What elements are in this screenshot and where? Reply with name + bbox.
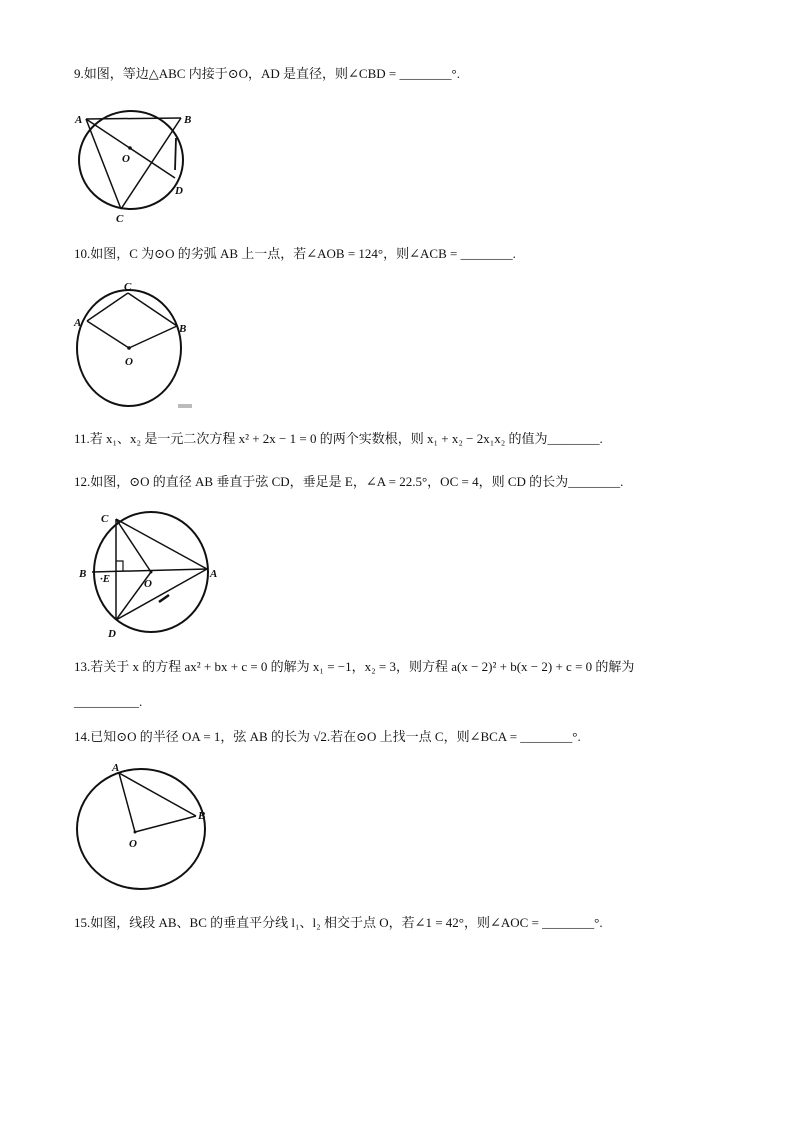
figure-12 xyxy=(76,505,224,643)
center-o xyxy=(128,146,132,150)
segment-bc xyxy=(121,118,181,209)
tick-mark xyxy=(159,595,169,602)
label-b: B xyxy=(184,114,192,126)
question-13-continuation: __________. xyxy=(74,694,143,709)
question-13: 13.若关于 x 的方程 ax² + bx + c = 0 的解为 x₁ = −1，x₂ = 3，则方程 a(x − 2)² + b(x − 2) + c = 0 的解为 xyxy=(74,659,635,674)
label-c: C xyxy=(101,513,109,525)
label-a: A xyxy=(74,317,82,329)
center-o xyxy=(127,346,131,350)
label-d: D xyxy=(175,185,183,197)
segment-ao xyxy=(119,773,135,832)
question-14: 14.已知⊙O 的半径 OA = 1，弦 AB 的长为 √2.若在⊙O 上找一点 C，则∠BCA = ________°. xyxy=(74,729,581,744)
label-b: B xyxy=(79,568,87,580)
segment-ab xyxy=(119,773,196,816)
segment-ca xyxy=(116,519,207,569)
question-12: 12.如图，⊙O 的直径 AB 垂直于弦 CD，垂足是 E，∠A = 22.5°，OC = 4，则 CD 的长为________. xyxy=(74,474,624,489)
segment-ac xyxy=(86,119,121,209)
label-a: A xyxy=(75,114,83,126)
circle-o xyxy=(77,769,205,889)
label-o: O xyxy=(129,838,137,850)
segment-cb xyxy=(128,293,177,326)
label-b: B xyxy=(198,810,206,822)
figure-9 xyxy=(72,108,202,228)
center-o xyxy=(134,831,137,834)
right-angle-mark xyxy=(116,561,123,571)
question-15: 15.如图，线段 AB、BC 的垂直平分线 l₁、l₂ 相交于点 O，若∠1 = 42°，则∠AOC = ________°. xyxy=(74,915,603,930)
center-o xyxy=(150,571,153,574)
figure-14 xyxy=(72,760,212,892)
scan-mark xyxy=(178,404,192,408)
segment-ob xyxy=(135,816,196,832)
label-d: D xyxy=(108,628,116,640)
segment-ao xyxy=(87,321,129,348)
label-o: O xyxy=(144,578,152,590)
label-o: O xyxy=(122,153,130,165)
segment-ab xyxy=(86,118,181,119)
label-b: B xyxy=(179,323,187,335)
question-9: 9.如图，等边△ABC 内接于⊙O，AD 是直径，则∠CBD = ________°. xyxy=(74,66,460,81)
label-c: C xyxy=(116,213,124,225)
label-o: O xyxy=(125,356,133,368)
question-11: 11.若 x₁、x₂ 是一元二次方程 x² + 2x − 1 = 0 的两个实数根，则 x₁ + x₂ − 2x₁x₂ 的值为________. xyxy=(74,431,603,446)
label-c: C xyxy=(124,281,132,293)
segment-bd xyxy=(175,138,176,170)
segment-bo xyxy=(129,326,177,348)
segment-co xyxy=(116,519,151,572)
label-a: A xyxy=(112,762,120,774)
figure-10 xyxy=(70,280,195,412)
question-10: 10.如图，C 为⊙O 的劣弧 AB 上一点，若∠AOB = 124°，则∠ACB = ________. xyxy=(74,246,516,261)
label-e: ·E xyxy=(100,573,111,585)
label-a: A xyxy=(210,568,218,580)
